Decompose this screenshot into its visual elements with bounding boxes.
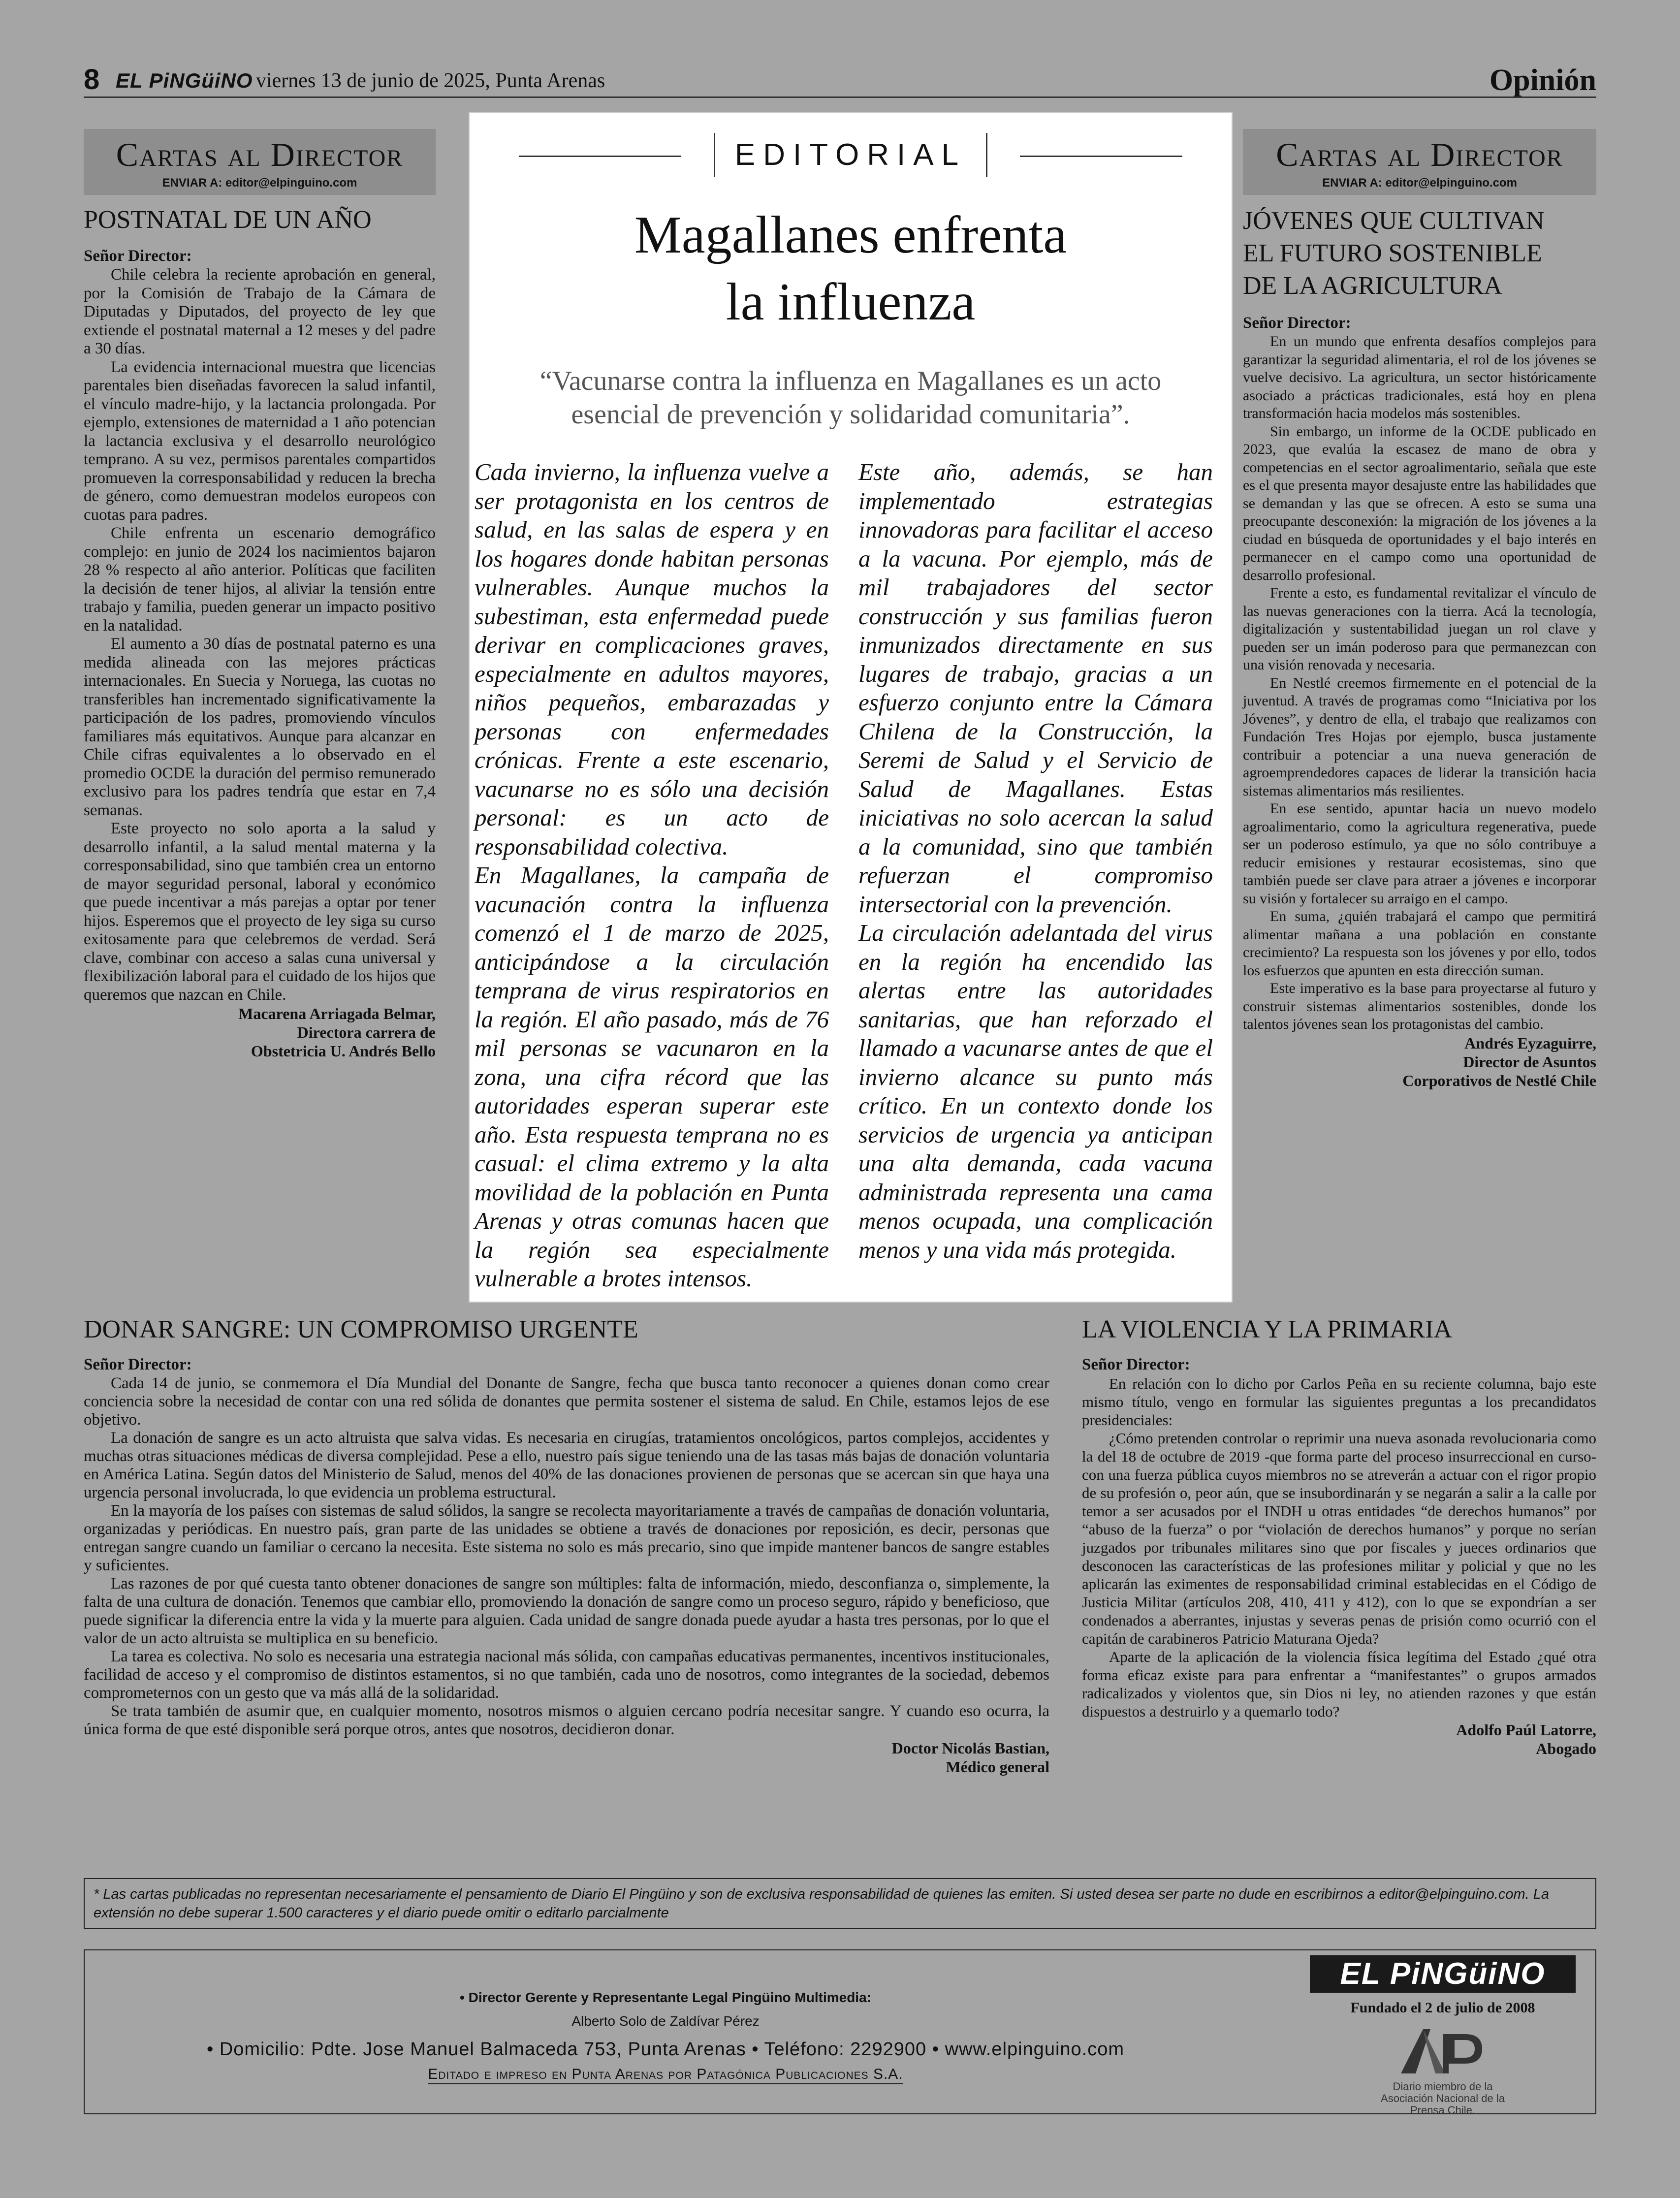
disclaimer: * Las cartas publicadas no representan necesariamente el pensamiento de Diario El Pingüino y son de exclusiva responsabilidad de quienes las emiten. Si usted desea ser parte no dude en escribirnos a editor@elpinguino.com. La extensión no debe superar 1.500 caracteres y el diario puede omitir o editarlo parcialmente [84,1878,1596,1929]
paragraph: ¿Cómo pretenden controlar o reprimir una nueva asonada revolucionaria como la del 18 de octubre de 2019 -que forma parte del proceso insurreccional en curso- con una fuerza pública cuyos miembros no se atreverán a actuar con el rigor propio de su profesión o, peor aún, que se insubordinarán y se negarán a salir a la calle por temor a ser acusados por el INDH u otras entidades “de derechos humanos” por “abuso de la fuerza” o por “violación de derechos humanos” y porque no serían juzgados por tribunales militares sino que por fiscales y jueces ordinarios que desconocen las características de las profesiones militar y policial y que no les aplicarán las eximentes de responsabilidad criminal establecidas en el Código de Justicia Militar (artículos 208, 410, 411 y 412), con lo que se expondrían a ser condenados a aberrantes, injustas y severas penas de prisión como ocurrió con el capitán de carabineros Patricio Maturana Ojeda? [1082,1430,1596,1647]
paragraph: En ese sentido, apuntar hacia un nuevo modelo agroalimentario, como la agricultura regenerativa, puede ser un poderoso estímulo, ya que no sólo contribuye a reducir emisiones y restaurar ecosistemas, sino que también puede ser clave para atraer a jóvenes e incorporar su visión y fortalecer su arraigo en el campo. [1243,800,1596,907]
editorial-pullquote: “Vacunarse contra la influenza en Magallanes es un acto esencial de prevención y solidaridad comunitaria”. [539,366,1162,430]
letter-title-line: EL FUTURO SOSTENIBLE [1243,239,1542,267]
signature-line: Obstetricia U. Andrés Bello [251,1042,436,1060]
signature [84,1004,436,1060]
bottom-left-letter [84,1314,1049,1776]
page-number: 8 [84,64,100,96]
paragraph: La donación de sangre es un acto altruista que salva vidas. Es necesaria en cirugías, tratamientos oncológicos, partos complejos, accidentes y muchas otras situaciones médicas de diversa complejidad. Pese a ello, nuestro país sigue teniendo una de las tasas más bajas de donación voluntaria en América Latina. Según datos del Ministerio de Salud, menos del 40% de las donaciones provienen de personas que se acercan sin que haya una urgencia personal involucrada, lo que evidencia un problema estructural. [84,1429,1049,1501]
header-rule [84,96,1596,98]
anp-tagline: Diario miembro de la Asociación Nacional de la Prensa Chile. [1381,2080,1505,2116]
footer [84,1949,1596,2114]
printed-line: Editado e impreso en Punta Arenas por Patagónica Publicaciones S.A. [428,2066,903,2084]
signature-line: Corporativos de Nestlé Chile [1402,1071,1596,1089]
footer-address: • Domicilio: Pdte. Jose Manuel Balmaceda 753, Punta Arenas • Teléfono: 2292900 • www.elpinguino.com [206,2039,1125,2060]
masthead-small: EL PiNGüiNO [116,69,253,92]
paragraph: Se trata también de asumir que, en cualquier momento, nosotros mismos o alguien cercano podría necesitar sangre. Y cuando eso ocurra, la única forma de que esté disponible será porque otros, antes que nosotros, decidieron donar. [84,1702,1049,1738]
paragraph: La circulación adelantada del virus en la región ha encendido las alertas entre las autoridades sanitarias, que han reforzado el llamado a vacunarse antes de que el invierno alcance su punto más crítico. En un contexto donde los servicios de urgencia ya anticipan una alta demanda, cada vacuna administrada representa una cama menos ocupada, una complicación menos y una vida más protegida. [858,919,1213,1263]
paragraph: Este año, además, se han implementado estrategias innovadoras para facilitar el acceso a la vacuna. Por ejemplo, más de mil trabajadores del sector construcción y sus familias fueron inmunizados directamente en sus lugares de trabajo, gracias a un esfuerzo conjunto entre la Cámara Chilena de la Construcción, la Seremi de Salud y el Servicio de Salud de Magallanes. Estas iniciativas no solo acercan la salud a la comunidad, sino que también refuerzan el compromiso intersectorial con la prevención. [858,458,1213,918]
salutation: Señor Director: [84,1356,192,1373]
editorial-column-1 [475,458,829,1293]
paragraph: La evidencia internacional muestra que licencias parentales bien diseñadas favorecen la salud infantil, el vínculo madre-hijo, y la lactancia prolongada. Por ejemplo, extensiones de maternidad a 1 año potencian la lactancia exclusiva y el desarrollo neurológico temprano. A su vez, permisos parentales compartidos promueven la corresponsabilidad y reducen la brecha de género, como demuestran modelos europeos con cuotas para padres. [84,358,436,524]
left-letter [84,129,436,1060]
letter-title-line: JÓVENES QUE CULTIVAN [1243,207,1545,235]
signature-line: Adolfo Paúl Latorre, [1456,1721,1596,1739]
paragraph: Cada invierno, la influenza vuelve a ser protagonista en los centros de salud, en las salas de espera y en los hogares donde habitan personas vulnerables. Aunque muchos la subestiman, esta enfermedad puede derivar en complicaciones graves, especialmente en adultos mayores, niños pequeños, embarazadas y personas con enfermedades crónicas. Frente a este escenario, vacunarse no es sólo una decisión personal: es un acto de responsabilidad colectiva. [475,458,829,860]
editorial-label: EDITORIAL [714,133,987,177]
paragraph: En Nestlé creemos firmemente en el potencial de la juventud. A través de programas como “Iniciativa por los Jóvenes”, y dentro de ella, el trabajo que realizamos con Fundación Tres Hojas por ejemplo, busca justamente contribuir a potenciar a una nueva generación de agroemprendedores capaces de liderar la transición hacia sistemas alimentarios más resilientes. [1243,674,1596,799]
letter-title [1243,205,1596,302]
signature [1082,1720,1596,1758]
paragraph: En un mundo que enfrenta desafíos complejos para garantizar la seguridad alimentaria, el rol de los jóvenes se vuelve decisivo. La agricultura, un sector históricamente asociado a prácticas tradicionales, está hoy en plena transformación hacia modelos más sostenibles. [1243,333,1596,421]
signature [84,1739,1049,1776]
signature-line: Médico general [946,1758,1049,1776]
editorial-box [469,112,1233,1303]
paragraph: Este proyecto no solo aporta a la salud y desarrollo infantil, a la salud mental materna y la corresponsabilidad, sino que también crea un entorno de mayor seguridad personal, laboral y económico que puede incentivar a más parejas a optar por tener hijos. Esperemos que el proyecto de ley siga su curso exitosamente para que celebremos de verdad. Será clave, combinar con acceso a salas cuna universal y flexibilización laboral para el cuidado de los hijos que queremos que nazcan en Chile. [84,820,436,1004]
editorial-title-line: la influenza [726,273,976,331]
letter-title: POSTNATAL DE UN AÑO [84,206,372,234]
bottom-right-letter [1082,1314,1596,1758]
paragraph: La tarea es colectiva. No solo es necesaria una estrategia nacional más sólida, con campañas educativas permanentes, incentivos institucionales, facilidad de acceso y el compromiso de distintos estamentos, si no que también, cada uno de nosotros, como integrantes de la sociedad, debemos comprometernos con un gesto que va más allá de la solidaridad. [84,1648,1049,1702]
paragraph: En Magallanes, la campaña de vacunación contra la influenza comenzó el 1 de marzo de 2025, anticipándose a la circulación temprana de virus respiratorios en la región. El año pasado, más de 76 mil personas se vacunaron en la zona, una cifra récord que las autoridades esperan superar este año. Esta respuesta temprana no es casual: el clima extremo y la alta movilidad de la población en Punta Arenas y otras comunas hacen que la región sea especialmente vulnerable a brotes intensos. [475,861,829,1292]
cartas-box-right [1243,129,1596,195]
salutation: Señor Director: [1082,1356,1190,1373]
paragraph: Chile enfrenta un escenario demográfico complejo: en junio de 2024 los nacimientos bajaron 28 % respecto al año anterior. Políticas que faciliten la decisión de tener hijos, al aliviar la tensión entre trabajo y familia, pueden generar un impacto positivo en la natalidad. [84,524,436,635]
director-label: • Director Gerente y Representante Legal Pingüino Multimedia: [460,1990,871,2005]
signature-line: Doctor Nicolás Bastian, [891,1739,1049,1757]
anp-letters: ANP [1443,2028,1451,2032]
cartas-title: Cartas al Director [116,136,404,173]
salutation: Señor Director: [84,247,192,265]
signature [1243,1034,1596,1090]
paragraph: Frente a esto, es fundamental revitalizar el vínculo de las nuevas generaciones con la tierra. Acá la tecnología, digitalización y sustentabilidad juegan un rol clave y pueden ser un imán poderoso para que permanezcan con una visión renovada y necesaria. [1243,585,1596,673]
paragraph: Aparte de la aplicación de la violencia física legítima del Estado ¿qué otra forma eficaz existe para para enfrentar a “manifestantes” o grupos armados radicalizados y violentos que, sin Dios ni ley, no atienden razones y que están dispuestos a destruirlo y a quemarlo todo? [1082,1648,1596,1720]
paragraph: En relación con lo dicho por Carlos Peña en su reciente columna, bajo este mismo título, vengo en formular las siguientes preguntas a los precandidatos presidenciales: [1082,1375,1596,1429]
signature-line: Director de Asuntos [1463,1052,1596,1071]
letter-body [1082,1374,1596,1720]
paragraph: Las razones de por qué cuesta tanto obtener donaciones de sangre son múltiples: falta de información, miedo, desconfianza o, simplemente, la falta de una cultura de donación. Tenemos que cambiar ello, promoviendo la donación de sangre como un proceso seguro, rápido y beneficioso, que puede significar la diferencia entre la vida y la muerte para alguien. Cada unidad de sangre donada puede ayudar a hasta tres personas, por lo que el valor de un acto altruista se multiplica en su beneficio. [84,1575,1049,1647]
signature-line: Macarena Arriagada Belmar, [238,1005,436,1022]
right-letter [1243,129,1596,1090]
printed-line-wrap [85,2066,1246,2083]
paragraph: Chile celebra la reciente aprobación en general, por la Comisión de Trabajo de la Cámara de Diputadas y Diputados, del proyecto de ley que extiende el postnatal maternal a 12 meses y del padre a 30 días. [84,266,436,357]
cartas-box-left [84,129,436,195]
letter-body [84,266,436,1004]
editorial-title [470,202,1232,336]
anp-logo-icon [1396,2024,1490,2078]
founded-line: Fundado el 2 de julio de 2008 [1350,2000,1535,2016]
letter-body [84,1374,1049,1739]
paragraph: Sin embargo, un informe de la OCDE publicado en 2023, que evalúa la escasez de mano de obra y competencias en el sector agroalimentario, señala que este es el que presenta mayor desajuste entre las habilidades que se demandan y las que se ofrecen. A esto se suma una preocupante desconexión: la migración de los jóvenes a la ciudad en búsqueda de oportunidades y el bajo interés en permanecer en el campo como una oportunidad de desarrollo profesional. [1243,423,1596,583]
paragraph: El aumento a 30 días de postnatal paterno es una medida alineada con las mejores prácticas internacionales. En Suecia y Noruega, las cuotas no transferibles han incrementado significativamente la participación de los padres, promoviendo vínculos familiares más equitativos. Aunque para alcanzar en Chile cifras equivalentes a lo observado en el promedio OCDE la duración del permiso remunerado exclusivo para los padres tendría que estar en 7,4 semanas. [84,635,436,819]
signature-line: Andrés Eyzaguirre, [1464,1034,1596,1052]
salutation: Señor Director: [1243,314,1351,332]
signature-line: Directora carrera de [297,1023,436,1041]
paragraph: En suma, ¿quién trabajará el campo que permitirá alimentar mañana a una población en constante crecimiento? La respuesta son los jóvenes y por ello, todos los esfuerzos que apunten en esta dirección suman. [1243,908,1596,979]
anp-logo [1369,2024,1517,2116]
letter-title: DONAR SANGRE: UN COMPROMISO URGENTE [84,1315,638,1343]
letter-title: LA VIOLENCIA Y LA PRIMARIA [1082,1315,1453,1343]
letter-title-line: DE LA AGRICULTURA [1243,272,1502,300]
section-name: Opinión [1489,64,1596,97]
cartas-email: ENVIAR A: editor@elpinguino.com [1322,176,1517,190]
director-name: Alberto Solo de Zaldívar Pérez [571,2013,760,2029]
paragraph: Cada 14 de junio, se conmemora el Día Mundial del Donante de Sangre, fecha que busca tanto reconocer a quienes donan como crear conciencia sobre la necesidad de contar con una red sólida de donantes que permita sostener el sistema de salud. En Chile, estamos lejos de ese objetivo. [84,1374,1049,1429]
paragraph: En la mayoría de los países con sistemas de salud sólidos, la sangre se recolecta mayoritariamente a través de campañas de donación voluntaria, organizadas y periódicas. En nuestro país, gran parte de las unidades se obtiene a través de donaciones por reposición, es decir, personas que entregan sangre cuando un familiar o cercano la necesita. Este sistema no solo es más precario, sino que impide mantener bancos de sangre estables y suficientes. [84,1502,1049,1574]
cartas-title: Cartas al Director [1276,136,1563,173]
editorial-title-line: Magallanes enfrenta [634,206,1067,264]
dateline: viernes 13 de junio de 2025, Punta Arenas [256,69,605,92]
letter-body [1243,333,1596,1034]
cartas-email: ENVIAR A: editor@elpinguino.com [162,176,357,190]
brand-logo: EL PiNGüiNO [1310,1955,1576,1993]
signature-line: Abogado [1536,1740,1596,1757]
editorial-column-2 [858,458,1213,1264]
paragraph: Este imperativo es la base para proyectarse al futuro y construir sistemas alimentarios sostenibles, donde los talentos jóvenes sean los protagonistas del cambio. [1243,980,1596,1032]
